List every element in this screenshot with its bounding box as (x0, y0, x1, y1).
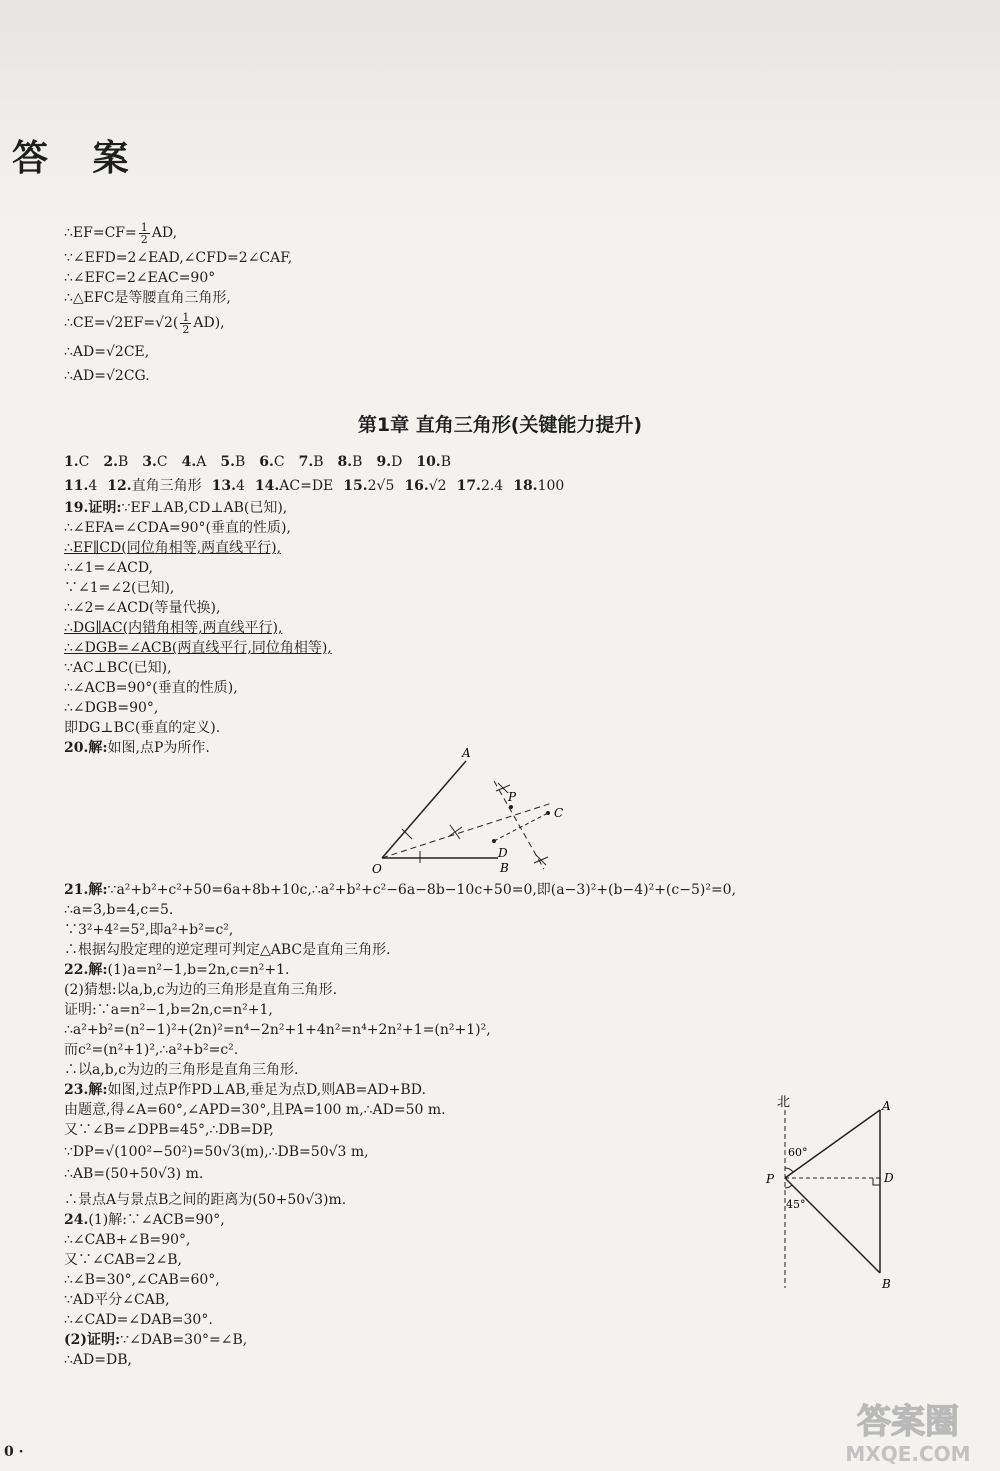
q23-line: ∴AB=(50+50√3) m. (64, 1166, 204, 1182)
point-c (546, 811, 550, 815)
choice-answer: 3.C (142, 454, 168, 470)
choice-answer: 12.直角三角形 (107, 478, 202, 494)
q20-line: 20.解:如图,点P为所作. (64, 740, 210, 756)
choice-answer: 18.100 (513, 478, 565, 494)
q24-line: ∴∠CAD=∠DAB=30°. (64, 1312, 213, 1328)
label-p: P (508, 790, 517, 804)
q21-line: ∴根据勾股定理的逆定理可判定△ABC是直角三角形. (64, 942, 391, 958)
choice-answer: 7.B (298, 454, 324, 470)
choice-answer: 15.2√5 (343, 478, 395, 494)
segment-pa (785, 1110, 880, 1178)
point-p (509, 805, 513, 809)
angle-bisector (382, 803, 552, 858)
q23-line: 23.解:如图,过点P作PD⊥AB,垂足为点D,则AB=AD+BD. (64, 1082, 426, 1098)
watermark-logo (820, 1395, 996, 1467)
q19-line: ∴DG∥AC(内错角相等,两直线平行), (64, 620, 283, 636)
choice-answer: 16.√2 (404, 478, 447, 494)
q23-line: 由题意,得∠A=60°,∠APD=30°,且PA=100 m,∴AD=50 m. (64, 1102, 446, 1118)
q19-line: ∴∠DGB=90°, (64, 700, 159, 716)
q20-figure (370, 745, 580, 880)
label-45: 45° (786, 1198, 806, 1211)
prev-solution (64, 218, 764, 386)
fraction: $\frac{1}{2}$ (140, 220, 148, 246)
choice-answer: 10.B (416, 454, 451, 470)
q19-line: 即DG⊥BC(垂直的定义). (64, 720, 221, 736)
choice-answers-row-1 (64, 452, 764, 472)
q19-line: ∴∠DGB=∠ACB(两直线平行,同位角相等), (64, 640, 332, 656)
q19-line: ∴∠1=∠ACD, (64, 560, 154, 576)
label-p: P (766, 1172, 775, 1186)
answers (64, 452, 764, 758)
header-band (0, 0, 1000, 230)
prev-line: ∵∠EFD=2∠EAD,∠CFD=2∠CAF, (64, 250, 293, 266)
choice-answer: 4.A (181, 454, 207, 470)
q23-line: 又∵∠B=∠DPB=45°,∴DB=DP, (64, 1122, 274, 1138)
choice-answer: 14.AC=DE (254, 478, 334, 494)
q19-line: ∴∠2=∠ACD(等量代换), (64, 600, 221, 616)
q24-line: 又∵∠CAB=2∠B, (64, 1252, 182, 1268)
watermark-bottom: MXQE.COM (845, 1442, 971, 1466)
q22-line: (2)猜想:以a,b,c为边的三角形是直角三角形. (64, 982, 338, 998)
fraction: $\frac{1}{2}$ (182, 310, 190, 336)
label-d: D (498, 846, 508, 860)
q21-line: 21.解:∵a²+b²+c²+50=6a+8b+10c,∴a²+b²+c²−6a−8b−10c+50=0,即(a−3)²+(b−4)²+(c−5)²=0, (64, 882, 737, 898)
point-d (492, 839, 496, 843)
q24-line: ∴∠B=30°,∠CAB=60°, (64, 1272, 220, 1288)
prev-line: ∴△EFC是等腰直角三角形, (64, 290, 231, 306)
choice-answer: 13.4 (211, 478, 245, 494)
choice-answers-row-2 (64, 476, 764, 496)
label-a: A (462, 746, 471, 760)
choice-answer: 5.B (220, 454, 246, 470)
q19-line: ∴∠EFA=∠CDA=90°(垂直的性质), (64, 520, 291, 536)
q24-line: 24.(1)解:∵∠ACB=90°, (64, 1212, 225, 1228)
choice-answer: 8.B (337, 454, 363, 470)
page-heading: 答 案 (12, 137, 145, 179)
q24-line: ∵AD平分∠CAB, (64, 1292, 170, 1308)
q22-line: ∴a²+b²=(n²−1)²+(2n)²=n⁴−2n²+1+4n²=n⁴+2n²+1=(n²+1)², (64, 1022, 491, 1038)
q19-line: ∴EF∥CD(同位角相等,两直线平行), (64, 540, 282, 556)
arc-mark (448, 827, 462, 837)
angle-arc-45 (785, 1185, 792, 1188)
q22-line: ∴以a,b,c为边的三角形是直角三角形. (64, 1062, 299, 1078)
prev-line: ∴∠EFC=2∠EAC=90° (64, 270, 216, 286)
q24-line: (2)证明:∵∠DAB=30°=∠B, (64, 1332, 248, 1348)
angle-arc-60 (785, 1168, 793, 1172)
page-number: 0 · (4, 1444, 24, 1460)
label-north: 北 (777, 1095, 791, 1110)
chapter-title: 第1章 直角三角形(关键能力提升) (357, 414, 643, 436)
label-d: D (884, 1171, 894, 1185)
q22-line: 而c²=(n²+1)²,∴a²+b²=c². (64, 1042, 239, 1058)
choice-answer: 11.4 (64, 478, 98, 494)
q19-line: ∴∠ACB=90°(垂直的性质), (64, 680, 238, 696)
prev-line: ∴AD=√2CG. (64, 368, 150, 384)
watermark-top: 答案圈 (857, 1402, 959, 1442)
choice-answer: 2.B (103, 454, 129, 470)
choice-answer: 9.D (376, 454, 403, 470)
choice-answer: 1.C (64, 454, 90, 470)
q23-line: ∵DP=√(100²−50²)=50√3(m),∴DB=50√3 m, (64, 1144, 369, 1160)
q24-line: ∴AD=DB, (64, 1352, 132, 1368)
q23-figure (760, 1088, 910, 1298)
prev-line: ∴CE=√2EF=√2( $\frac{1}{2}$ AD), (64, 310, 225, 336)
prev-line: ∴AD=√2CE, (64, 344, 150, 360)
q22-line: 证明:∵a=n²−1,b=2n,c=n²+1, (64, 1002, 273, 1018)
q22-line: 22.解:(1)a=n²−1,b=2n,c=n²+1. (64, 962, 290, 978)
q19-line: ∵AC⊥BC(已知), (64, 660, 172, 676)
label-o: O (372, 862, 382, 876)
label-b: B (500, 861, 509, 875)
q21-line: ∵3²+4²=5²,即a²+b²=c², (64, 922, 234, 938)
q21-line: ∴a=3,b=4,c=5. (64, 902, 174, 918)
segment-cd (494, 813, 548, 841)
q19-line: 19.证明:∵EF⊥AB,CD⊥AB(已知), (64, 500, 288, 516)
arc-mark (534, 857, 548, 863)
q23-line: ∴景点A与景点B之间的距离为(50+50√3)m. (64, 1192, 347, 1208)
label-60: 60° (788, 1146, 808, 1159)
right-angle-mark (873, 1178, 880, 1185)
q24-line: ∴∠CAB+∠B=90°, (64, 1232, 191, 1248)
label-b: B (882, 1277, 891, 1291)
choice-answer: 17.2.4 (456, 478, 504, 494)
q19-line: ∵∠1=∠2(已知), (64, 580, 175, 596)
ray-oa (382, 761, 466, 858)
segment-pb (785, 1178, 880, 1273)
prev-line: ∴EF=CF= $\frac{1}{2}$ AD, (64, 220, 178, 246)
label-a: A (882, 1099, 891, 1113)
label-c: C (554, 806, 564, 820)
choice-answer: 6.C (259, 454, 285, 470)
